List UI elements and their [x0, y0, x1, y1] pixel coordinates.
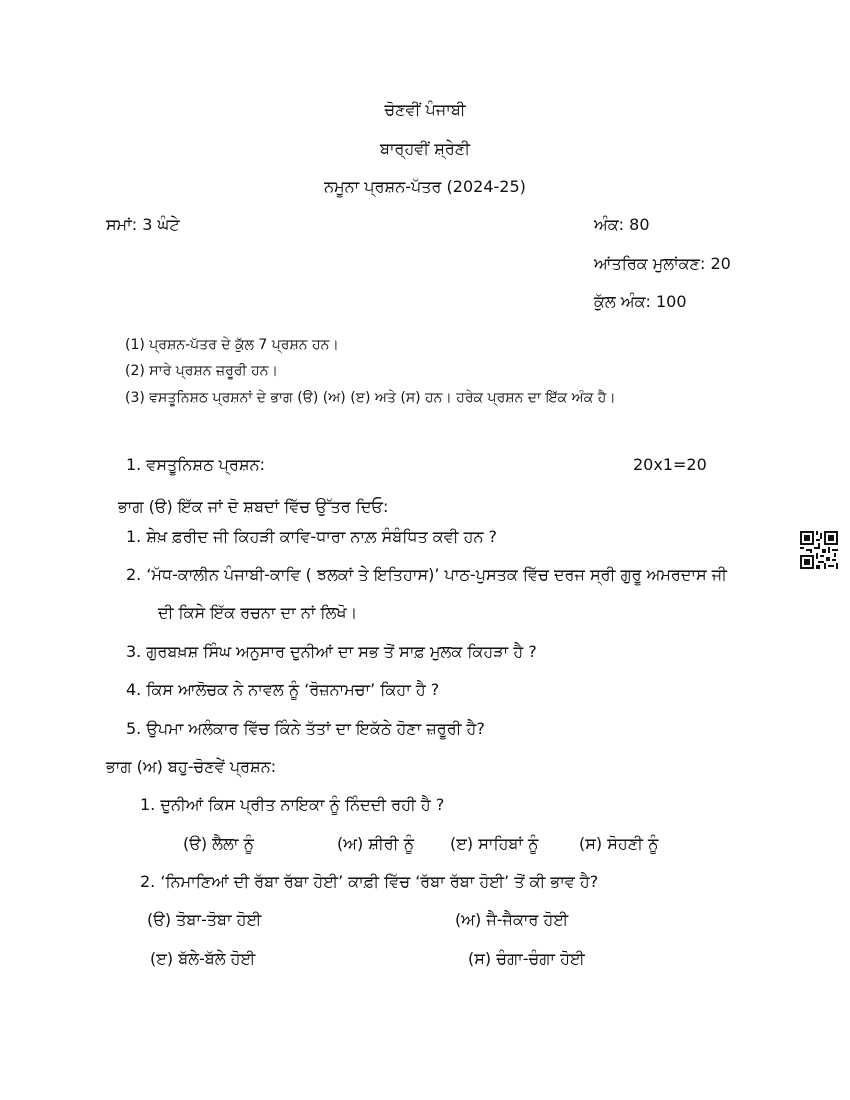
part-b-q1-option-b: (ਅ) ਸ਼ੀਰੀ ਨੂੰ	[337, 834, 415, 853]
part-b-q1-option-a: (ੳ) ਲੈਲਾ ਨੂੰ	[183, 834, 254, 853]
paper-title: ਨਮੂਨਾ ਪ੍ਰਸ਼ਨ-ਪੱਤਰ (2024-25)	[324, 177, 526, 196]
subject-title: ਚੋਣਵੀਂ ਪੰਜਾਬੀ	[384, 100, 466, 119]
part-b-q1-option-c: (ੲ) ਸਾਹਿਬਾਂ ਨੂੰ	[450, 834, 539, 853]
part-b-q2-option-d: (ਸ) ਚੰਗਾ-ਚੰਗਾ ਹੋਈ	[468, 949, 585, 968]
max-marks: ਅੰਕ: 80	[594, 215, 650, 234]
part-a-question-1: 1. ਸ਼ੇਖ਼ ਫ਼ਰੀਦ ਜੀ ਕਿਹੜੀ ਕਾਵਿ-ਧਾਰਾ ਨਾਲ਼ ਸੰਬੰਧਿਤ ਕਵੀ ਹਨ ?	[126, 527, 498, 546]
instruction-3: (3) ਵਸਤੂਨਿਸ਼ਠ ਪ੍ਰਸ਼ਨਾਂ ਦੇ ਭਾਗ (ੳ) (ਅ) (ੲ) ਅਤੇ (ਸ) ਹਨ। ਹਰੇਕ ਪ੍ਰਸ਼ਨ ਦਾ ਇੱਕ ਅੰਕ ਹੈ।	[125, 390, 616, 406]
part-a-question-4: 4. ਕਿਸ ਆਲੋਚਕ ਨੇ ਨਾਵਲ ਨੂੰ ‘ਰੋਜ਼ਨਾਮਚਾ’ ਕਿਹਾ ਹੈ ?	[126, 680, 440, 699]
part-b-q2-option-c: (ੲ) ਬੱਲੇ-ਬੱਲੇ ਹੋਈ	[150, 949, 256, 968]
part-a-question-2-continued: ਦੀ ਕਿਸੇ ਇੱਕ ਰਚਨਾ ਦਾ ਨਾਂ ਲਿਖੋ।	[158, 603, 358, 622]
qr-code-icon	[800, 531, 838, 569]
part-a-question-5: 5. ਉਪਮਾ ਅਲੰਕਾਰ ਵਿੱਚ ਕਿੰਨੇ ਤੱਤਾਂ ਦਾ ਇਕੱਠੇ ਹੋਣਾ ਜ਼ਰੂਰੀ ਹੈ?	[126, 719, 485, 738]
part-a-question-2: 2. ‘ਮੱਧ-ਕਾਲੀਨ ਪੰਜਾਬੀ-ਕਾਵਿ ( ਝਲਕਾਂ ਤੇ ਇਤਿਹਾਸ)’ ਪਾਠ-ਪੁਸਤਕ ਵਿੱਚ ਦਰਜ ਸ੍ਰੀ ਗੁਰੂ ਅਮਰਦਾਸ ਜੀ	[126, 565, 727, 584]
part-b-q2-option-a: (ੳ) ਤੋਬਾ-ਤੋਬਾ ਹੋਈ	[147, 910, 262, 929]
part-b-q1-option-d: (ਸ) ਸੋਹਣੀ ਨੂੰ	[579, 834, 659, 853]
part-b-q2-option-b: (ਅ) ਜੈ-ਜੈਕਾਰ ਹੋਈ	[455, 910, 569, 929]
part-b-question-1: 1. ਦੁਨੀਆਂ ਕਿਸ ਪ੍ਰੀਤ ਨਾਇਕਾ ਨੂੰ ਨਿੰਦਦੀ ਰਹੀ ਹੈ ?	[140, 795, 445, 814]
section-marks: 20x1=20	[633, 455, 707, 474]
part-b-question-2: 2. ‘ਨਿਮਾਣਿਆਂ ਦੀ ਰੱਬਾ ਰੱਬਾ ਹੋਈ’ ਕਾਫ਼ੀ ਵਿੱਚ ‘ਰੱਬਾ ਰੱਬਾ ਹੋਈ’ ਤੋਂ ਕੀ ਭਾਵ ਹੈ?	[140, 872, 599, 891]
section-heading: 1. ਵਸਤੂਨਿਸ਼ਠ ਪ੍ਰਸ਼ਨ:	[126, 455, 265, 474]
instruction-1: (1) ਪ੍ਰਸ਼ਨ-ਪੱਤਰ ਦੇ ਕੁੱਲ 7 ਪ੍ਰਸ਼ਨ ਹਨ।	[125, 337, 339, 353]
total-marks: ਕੁੱਲ ਅੰਕ: 100	[594, 292, 687, 311]
class-title: ਬਾਰ੍ਹਵੀਂ ਸ਼੍ਰੇਣੀ	[379, 139, 471, 158]
part-b-heading: ਭਾਗ (ਅ) ਬਹੁ-ਚੋਣਵੇਂ ਪ੍ਰਸ਼ਨ:	[106, 757, 277, 776]
part-a-heading: ਭਾਗ (ੳ) ਇੱਕ ਜਾਂ ਦੋ ਸ਼ਬਦਾਂ ਵਿੱਚ ਉੱਤਰ ਦਿਓ:	[118, 497, 389, 516]
internal-assessment: ਆਂਤਰਿਕ ਮੁਲਾਂਕਣ: 20	[594, 254, 731, 273]
time-allowed: ਸਮਾਂ: 3 ਘੰਟੇ	[106, 215, 180, 234]
instruction-2: (2) ਸਾਰੇ ਪ੍ਰਸ਼ਨ ਜ਼ਰੂਰੀ ਹਨ।	[125, 363, 278, 379]
part-a-question-3: 3. ਗੁਰਬਖ਼ਸ਼ ਸਿੰਘ ਅਨੁਸਾਰ ਦੁਨੀਆਂ ਦਾ ਸਭ ਤੋਂ ਸਾਫ਼ ਮੁਲਕ ਕਿਹੜਾ ਹੈ ?	[126, 642, 537, 661]
